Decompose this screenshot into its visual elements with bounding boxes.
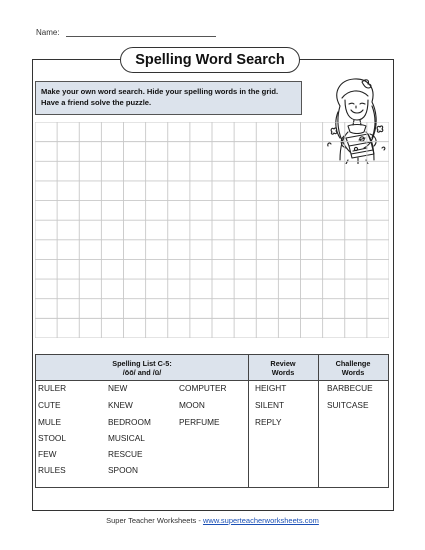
list-item: STOOL — [38, 433, 66, 443]
list-item: MOON — [179, 400, 205, 410]
list-item: RULER — [38, 383, 67, 393]
footer-text: Super Teacher Worksheets - — [106, 516, 203, 525]
header-spelling-list-title: Spelling List C-5: — [112, 358, 172, 368]
header-spelling-list — [36, 355, 248, 380]
girl-face — [345, 100, 368, 120]
name-line[interactable] — [66, 36, 216, 37]
list-item: FEW — [38, 449, 57, 459]
header-challenge-words — [318, 355, 388, 380]
footer — [0, 516, 425, 525]
review-word: HEIGHT — [255, 383, 287, 393]
column-divider — [248, 355, 249, 487]
header-review-line1: Review — [270, 358, 296, 368]
word-search-grid[interactable] — [35, 122, 389, 338]
list-item: RULES — [38, 465, 66, 475]
page-title-text: Spelling Word Search — [135, 52, 285, 68]
list-item: CUTE — [38, 400, 61, 410]
list-item: MUSICAL — [108, 433, 145, 443]
header-spelling-list-sounds: /ōō/ and /ū/ — [122, 367, 162, 377]
review-word: REPLY — [255, 417, 282, 427]
list-item: COMPUTER — [179, 383, 227, 393]
challenge-word: BARBECUE — [327, 383, 373, 393]
header-challenge-line2: Words — [341, 367, 365, 377]
header-challenge-line1: Challenge — [335, 358, 371, 368]
list-item: KNEW — [108, 400, 133, 410]
list-item: BEDROOM — [108, 417, 151, 427]
name-label-text: Name: — [36, 28, 60, 37]
review-word: SILENT — [255, 400, 285, 410]
footer-link[interactable]: www.superteacherworksheets.com — [202, 516, 319, 525]
instructions-box — [35, 81, 302, 115]
list-item: NEW — [108, 383, 128, 393]
column-divider — [318, 355, 319, 487]
name-label — [36, 28, 60, 37]
list-item: MULE — [38, 417, 62, 427]
header-review-line2: Words — [271, 367, 295, 377]
list-item: RESCUE — [108, 449, 143, 459]
page-title — [120, 47, 300, 73]
instructions-text: Make your own word search. Hide your spelling words in the grid. Have a friend solve the puzzle. — [41, 87, 279, 107]
challenge-word: SUITCASE — [327, 400, 369, 410]
header-review-words — [248, 355, 318, 380]
spelling-word-table — [35, 354, 389, 488]
list-item: PERFUME — [179, 417, 220, 427]
list-item: SPOON — [108, 465, 138, 475]
